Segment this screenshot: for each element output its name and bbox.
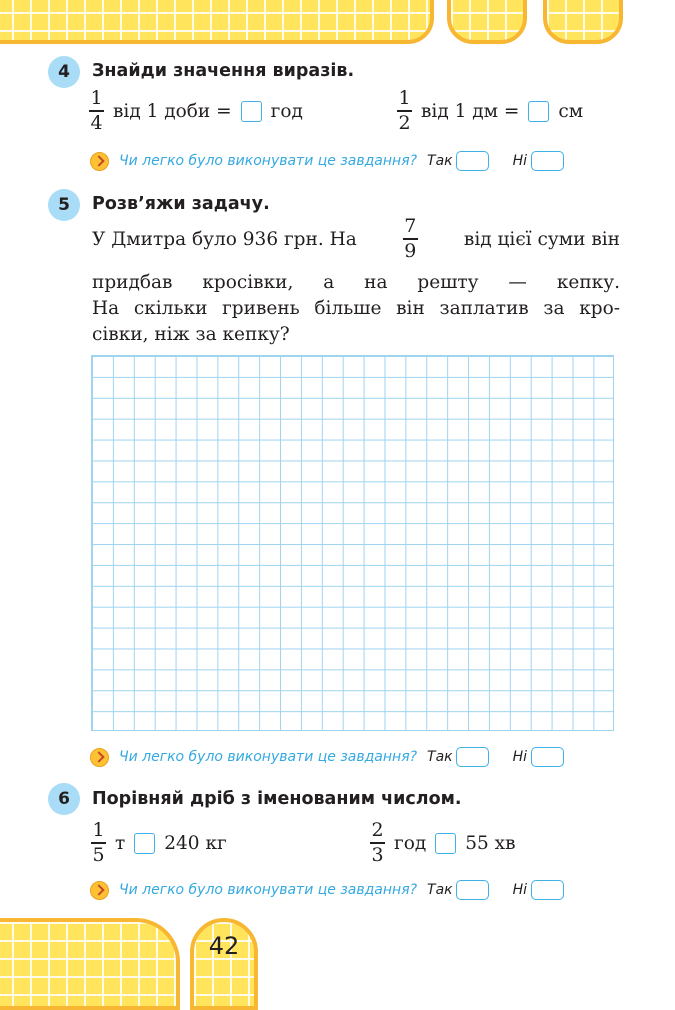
top-decor-tab bbox=[543, 0, 623, 44]
yes-checkbox[interactable] bbox=[456, 747, 489, 767]
unit-label: год bbox=[394, 832, 427, 854]
denominator: 4 bbox=[90, 111, 103, 134]
no-label: Ні bbox=[512, 882, 528, 898]
fraction bbox=[91, 820, 106, 866]
task-number-badge: 4 bbox=[48, 56, 80, 88]
page-number: 42 bbox=[208, 932, 240, 960]
no-checkbox[interactable] bbox=[531, 151, 564, 171]
problem-text: від цієї суми він bbox=[463, 228, 620, 250]
fraction bbox=[397, 88, 412, 134]
compare-sign-box[interactable] bbox=[435, 833, 456, 854]
unit-label: т bbox=[115, 832, 126, 854]
expression-text: від 1 доби = bbox=[113, 100, 232, 122]
comparison-expression bbox=[91, 820, 227, 866]
denominator: 5 bbox=[92, 843, 105, 866]
answer-grid[interactable] bbox=[91, 355, 614, 731]
fraction bbox=[89, 88, 104, 134]
fraction bbox=[403, 216, 418, 262]
numerator: 1 bbox=[90, 87, 103, 109]
yes-label: Так bbox=[427, 153, 453, 169]
denominator: 2 bbox=[398, 111, 411, 134]
problem-text: У Дмитра було 936 грн. На bbox=[92, 228, 357, 250]
no-checkbox[interactable] bbox=[531, 880, 564, 900]
top-decor-tab bbox=[447, 0, 527, 44]
yes-label: Так bbox=[427, 882, 453, 898]
self-check-row bbox=[90, 878, 564, 902]
numerator: 1 bbox=[92, 819, 105, 841]
fraction bbox=[370, 820, 385, 866]
self-check-question: Чи легко було виконувати це завдання? bbox=[119, 749, 418, 765]
no-label: Ні bbox=[512, 749, 528, 765]
yes-checkbox[interactable] bbox=[456, 151, 489, 171]
self-check-question: Чи легко було виконувати це завдання? bbox=[119, 882, 418, 898]
expression-text: від 1 дм = bbox=[421, 100, 520, 122]
problem-text-line: На скільки гривень більше він заплатив за кро- bbox=[92, 298, 620, 319]
compare-sign-box[interactable] bbox=[134, 833, 155, 854]
yes-label: Так bbox=[427, 749, 453, 765]
compare-value: 55 хв bbox=[465, 832, 516, 854]
bottom-decor-band bbox=[0, 918, 180, 1010]
self-check-question: Чи легко було виконувати це завдання? bbox=[119, 153, 418, 169]
comparison-expression bbox=[370, 820, 516, 866]
answer-box[interactable] bbox=[241, 101, 262, 122]
no-label: Ні bbox=[512, 153, 528, 169]
unit-label: год bbox=[270, 100, 303, 122]
top-decor-band bbox=[0, 0, 434, 44]
no-checkbox[interactable] bbox=[531, 747, 564, 767]
denominator: 9 bbox=[404, 239, 417, 262]
arrow-right-icon bbox=[90, 152, 109, 171]
problem-text-line bbox=[92, 216, 620, 262]
yes-checkbox[interactable] bbox=[456, 880, 489, 900]
numerator: 7 bbox=[404, 215, 417, 237]
numerator: 1 bbox=[398, 87, 411, 109]
answer-box[interactable] bbox=[528, 101, 549, 122]
compare-value: 240 кг bbox=[164, 832, 227, 854]
task-title: Знайди значення виразів. bbox=[92, 61, 355, 81]
arrow-right-icon bbox=[90, 881, 109, 900]
problem-text-line: сівки, ніж за кепку? bbox=[92, 324, 290, 345]
problem-text-line: придбав кросівки, а на решту — кепку. bbox=[92, 272, 620, 293]
denominator: 3 bbox=[371, 843, 384, 866]
self-check-row bbox=[90, 745, 564, 769]
numerator: 2 bbox=[371, 819, 384, 841]
task-number-badge: 5 bbox=[48, 189, 80, 221]
arrow-right-icon bbox=[90, 748, 109, 767]
expression bbox=[89, 88, 303, 134]
unit-label: см bbox=[558, 100, 584, 122]
self-check-row bbox=[90, 149, 564, 173]
expression bbox=[397, 88, 583, 134]
task-title: Розв’яжи задачу. bbox=[92, 194, 270, 214]
task-title: Порівняй дріб з іменованим числом. bbox=[92, 789, 462, 809]
task-number-badge: 6 bbox=[48, 783, 80, 815]
